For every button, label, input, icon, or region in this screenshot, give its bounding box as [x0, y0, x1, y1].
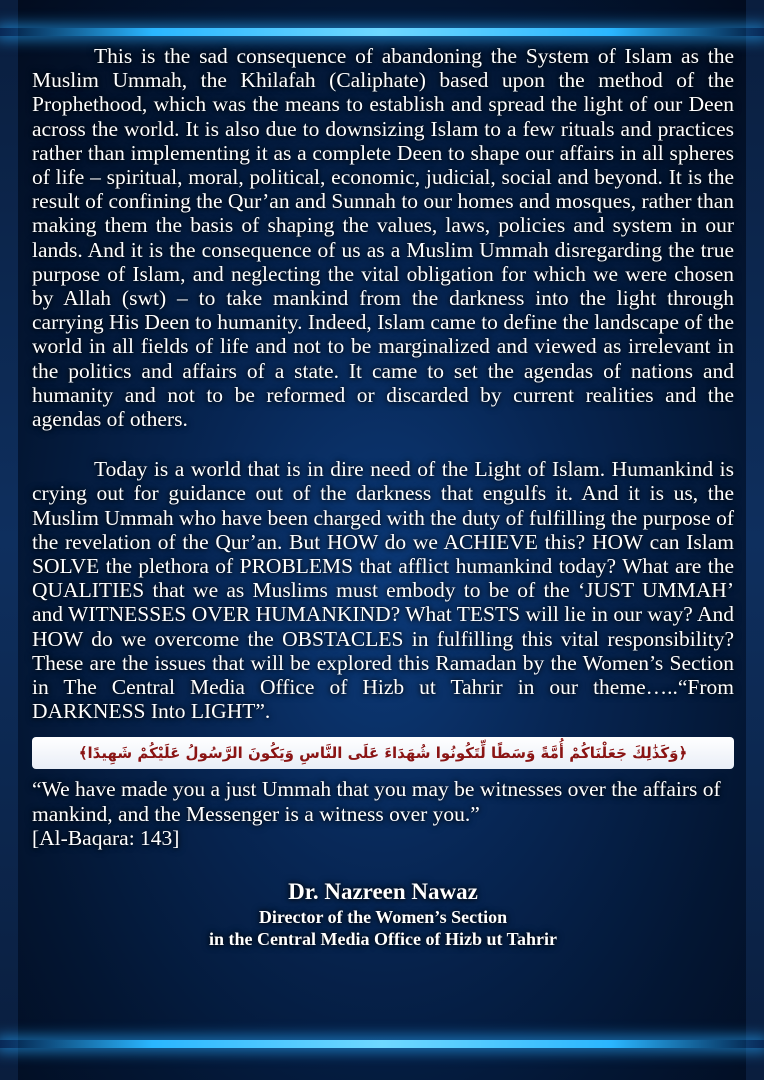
quran-verse-banner — [32, 737, 734, 769]
right-border-panel — [746, 0, 764, 1080]
quran-verse-arabic: ﴿وَكَذَٰلِكَ جَعَلْنَاكُمْ أُمَّةً وَسَطًا لِّتَكُونُوا شُهَدَاءَ عَلَى النَّاسِ وَيَكُونَ الرَّسُولُ عَلَيْكُمْ شَهِيدًا﴾ — [78, 744, 688, 763]
signature-block — [32, 878, 734, 950]
author-name: Dr. Nazreen Nawaz — [288, 879, 478, 905]
paragraph-2: Today is a world that is in dire need of the Light of Islam. Humankind is crying out for guidance out of the darkness that engulfs it. And it is us, the Muslim Ummah who have been charged with the duty of fulfilling the purpose of the revelation of the Qur’an. But HOW do we ACHIEVE this? HOW can Islam SOLVE the plethora of PROBLEMS that afflict humankind today? What are the QUALITIES that we as Muslims must embody to be of the ‘JUST UMMAH’ and WITNESSES OVER HUMANKIND? What TESTS will lie in our way? And HOW do we overcome the OBSTACLES in fulfilling this vital responsibility? These are the issues that will be explored this Ramadan by the Women’s Section in The Central Media Office of Hizb ut Tahrir in our theme…..“From DARKNESS Into LIGHT”. — [32, 457, 734, 724]
document-body — [32, 44, 734, 950]
top-glow-divider — [0, 28, 764, 36]
author-organization: in the Central Media Office of Hizb ut Tahrir — [209, 929, 557, 950]
author-title: Director of the Women’s Section — [258, 907, 508, 928]
bottom-glow-divider — [0, 1040, 764, 1048]
paragraph-1: This is the sad consequence of abandoning the System of Islam as the Muslim Ummah, the Khilafah (Caliphate) based upon the method of the Prophethood, which was the means to establish and spread the light of our Deen across the world. It is also due to downsizing Islam to a few rituals and practices rather than implementing it as a complete Deen to shape our affairs in all spheres of life – spiritual, moral, political, economic, judicial, social and beyond. It is the result of confining the Qur’an and Sunnah to our homes and mosques, rather than making them the basis of shaping the values, laws, policies and system in our lands. And it is the consequence of us as a Muslim Ummah disregarding the true purpose of Islam, and neglecting the vital obligation for which we were chosen by Allah (swt) – to take mankind from the darkness into the light through carrying His Deen to humanity. Indeed, Islam came to define the landscape of the world in all fields of life and not to be marginalized and viewed as irrelevant in the politics and affairs of a state. It came to set the agendas of nations and humanity and not to be reformed or discarded by current realities and the agendas of others. — [32, 44, 734, 432]
left-border-panel — [0, 0, 18, 1080]
verse-reference: [Al-Baqara: 143] — [32, 825, 180, 850]
verse-translation: “We have made you a just Ummah that you may be witnesses over the affairs of mankind, and the Messenger is a witness over you.” — [32, 777, 721, 826]
